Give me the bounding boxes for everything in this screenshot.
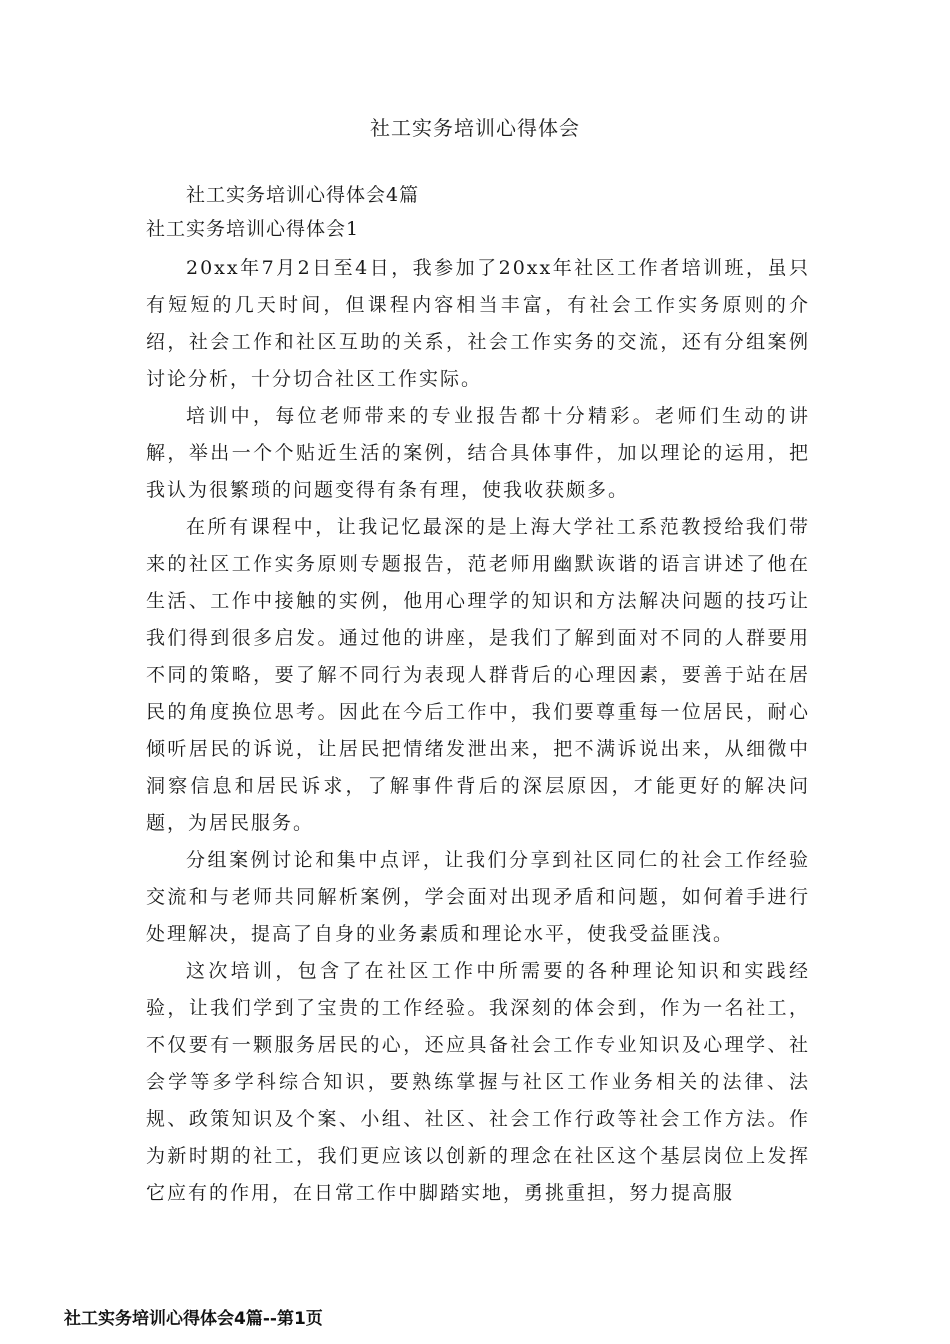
page-footer: 社工实务培训心得体会4篇--第1页 bbox=[64, 1309, 323, 1329]
paragraph-5: 这次培训，包含了在社区工作中所需要的各种理论知识和实践经验，让我们学到了宝贵的工作经验。我深刻的体会到，作为一名社工，不仅要有一颗服务居民的心，还应具备社会工作专业知识及心理学、社会学等多学科综合知识，要熟练掌握与社区工作业务相关的法律、法规、政策知识及个案、小组、社区、社会工作行政等社会工作方法。作为新时期的社工，我们更应该以创新的理念在社区这个基层岗位上发挥它应有的作用，在日常工作中脚踏实地，勇挑重担，努力提高服 bbox=[146, 960, 810, 1204]
body-text bbox=[146, 250, 810, 1212]
document-subtitle: 社工实务培训心得体会4篇 bbox=[186, 184, 420, 206]
paragraph-1: 20xx年7月2日至4日，我参加了20xx年社区工作者培训班，虽只有短短的几天时间，但课程内容相当丰富，有社会工作实务原则的介绍，社会工作和社区互助的关系，社会工作实务的交流，还有分组案例讨论分析，十分切合社区工作实际。 bbox=[146, 257, 810, 390]
paragraph-4: 分组案例讨论和集中点评，让我们分享到社区同仁的社会工作经验交流和与老师共同解析案例，学会面对出现矛盾和问题，如何着手进行处理解决，提高了自身的业务素质和理论水平，使我受益匪浅。 bbox=[146, 849, 810, 945]
document-title: 社工实务培训心得体会 bbox=[370, 116, 580, 140]
paragraph-2: 培训中，每位老师带来的专业报告都十分精彩。老师们生动的讲解，举出一个个贴近生活的案例，结合具体事件，加以理论的运用，把我认为很繁琐的问题变得有条有理，使我收获颇多。 bbox=[146, 405, 810, 501]
section-heading: 社工实务培训心得体会1 bbox=[146, 218, 360, 240]
paragraph-3: 在所有课程中，让我记忆最深的是上海大学社工系范教授给我们带来的社区工作实务原则专题报告，范老师用幽默诙谐的语言讲述了他在生活、工作中接触的实例，他用心理学的知识和方法解决问题的技巧让我们得到很多启发。通过他的讲座，是我们了解到面对不同的人群要用不同的策略，要了解不同行为表现人群背后的心理因素，要善于站在居民的角度换位思考。因此在今后工作中，我们要尊重每一位居民，耐心倾听居民的诉说，让居民把情绪发泄出来，把不满诉说出来，从细微中洞察信息和居民诉求，了解事件背后的深层原因，才能更好的解决问题，为居民服务。 bbox=[146, 516, 810, 834]
